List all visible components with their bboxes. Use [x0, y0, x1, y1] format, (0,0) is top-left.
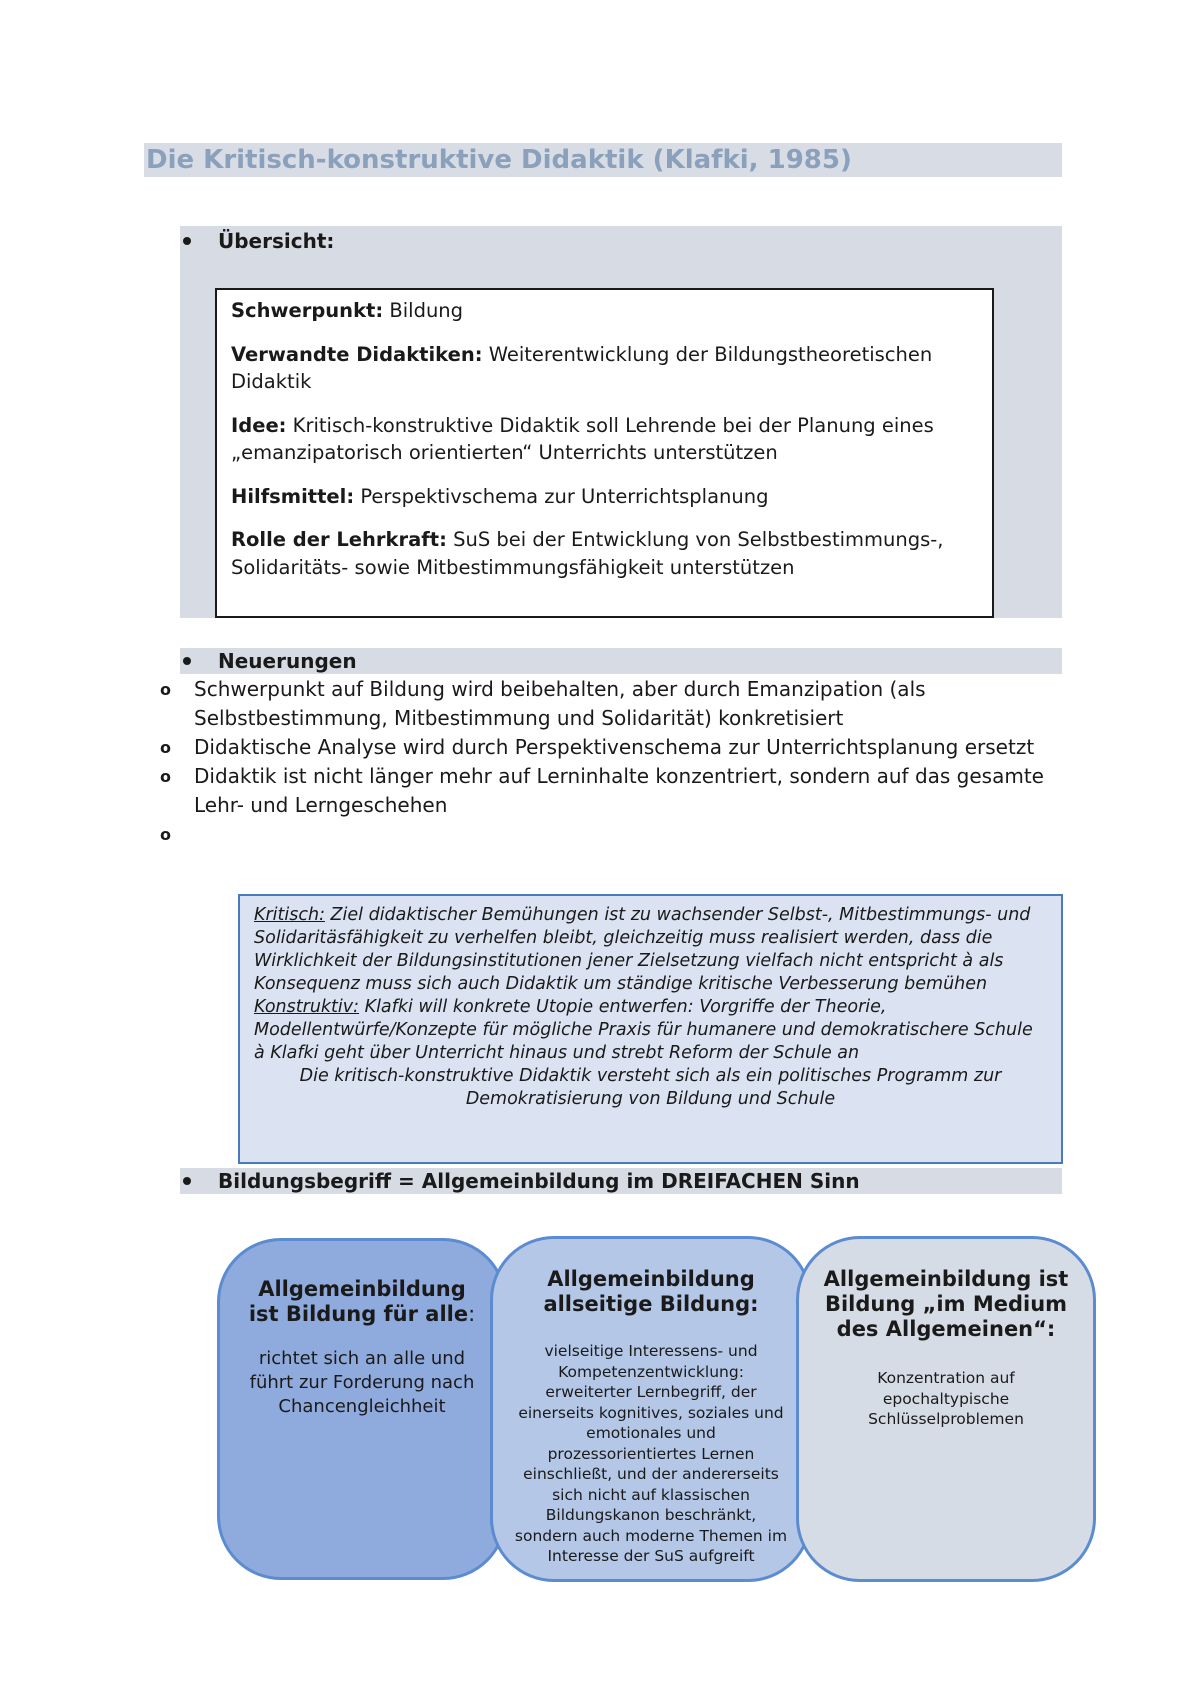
entry-text: Kritisch-konstruktive Didaktik soll Lehrende bei der Planung eines „emanzipatorisch orientierten“ Unterrichts unterstützen — [231, 413, 934, 464]
bildungsbegriff-heading-text: Bildungsbegriff = Allgemeinbildung im DREIFACHEN Sinn — [218, 1169, 860, 1193]
entry-label: Rolle der Lehrkraft: — [231, 528, 447, 551]
entry-text: Perspektivschema zur Unterrichtsplanung — [354, 484, 769, 508]
overview-entry — [231, 341, 978, 396]
kritisch-text: Ziel didaktischer Bemühungen ist zu wachsender Selbst-, Mitbestimmungs- und Solidaritäsfähigkeit zu verhelfen bleibt, gleichzeitig muss realisiert werden, dass die Wirklichkeit der Bildungsinstitutionen jener Zielsetzung vielfach nicht entspricht à als Konsequenz muss sich auch Didaktik um ständige kritische Verbesserung bemühen — [254, 905, 1031, 994]
card-title: Allgemeinbildung ist Bildung „im Medium des Allgemeinen“: — [823, 1267, 1069, 1341]
innovations-list — [160, 675, 1060, 849]
critical-constructive-box — [238, 894, 1063, 1164]
bullet-icon — [183, 1177, 191, 1185]
card-medium-des-allgemeinen — [796, 1236, 1096, 1582]
list-item — [160, 820, 1060, 849]
bullet-icon — [183, 237, 191, 245]
card-text: vielseitige Interessens- und Kompetenzentwicklung: erweiterter Lernbegriff, der einerseits kognitives, soziales und emotionales und prozessorientiertes Lernen einschließt, und der andererseits sich nicht auf klassischen Bildungskanon beschränkt, sondern auch moderne Themen im Interesse der SuS aufgreift — [514, 1342, 788, 1565]
page-title: Die Kritisch-konstruktive Didaktik (Klafki, 1985) — [146, 145, 852, 175]
entry-text: Bildung — [383, 299, 464, 322]
innovations-heading — [180, 648, 357, 674]
list-item: o Didaktische Analyse wird durch Perspektivenschema zur Unterrichtsplanung ersetzt — [160, 733, 1060, 762]
card-text: richtet sich an alle und führt zur Forderung nach Chancengleichheit — [249, 1348, 475, 1417]
card-title-text: Allgemeinbildung ist Bildung für alle — [248, 1277, 469, 1326]
entry-label: Idee: — [231, 413, 287, 437]
conclusion-text: Die kritisch-konstruktive Didaktik versteht sich als ein politisches Programm zur Demokratisierung von Bildung und Schule — [299, 1066, 1002, 1109]
bullet-icon — [183, 657, 191, 665]
card-bildung-fuer-alle — [217, 1238, 507, 1580]
list-item: o Schwerpunkt auf Bildung wird beibehalten, aber durch Emanzipation (als Selbstbestimmung, Mitbestimmung und Solidarität) konkretisiert — [160, 675, 1060, 733]
list-item: o Didaktik ist nicht länger mehr auf Lerninhalte konzentriert, sondern auf das gesamte Lehr- und Lerngeschehen — [160, 762, 1060, 820]
entry-label: Hilfsmittel: — [231, 484, 355, 508]
bildungsbegriff-heading — [180, 1168, 860, 1194]
kritisch-paragraph — [254, 904, 1047, 996]
konstruktiv-text: Klafki will konkrete Utopie entwerfen: Vorgriffe der Theorie, Modellentwürfe/Konzepte für mögliche Praxis für humanere und demokratischere Schule à Klafki geht über Unterricht hinaus und strebt Reform der Schule an — [254, 997, 1033, 1063]
card-title-suffix: : — [468, 1302, 476, 1326]
overview-entry — [231, 297, 978, 325]
entry-label: Verwandte Didaktiken: — [231, 342, 483, 366]
kritisch-label: Kritisch: — [254, 905, 325, 925]
card-text: Konzentration auf epochaltypische Schlüsselproblemen — [868, 1369, 1024, 1428]
innovations-heading-text: Neuerungen — [218, 649, 357, 673]
card-title — [240, 1277, 484, 1327]
card-allseitige-bildung — [490, 1236, 812, 1582]
overview-heading — [180, 226, 334, 256]
card-title: Allgemeinbildung allseitige Bildung: — [543, 1267, 759, 1316]
overview-heading-text: Übersicht: — [218, 229, 335, 253]
overview-entry — [231, 526, 978, 581]
overview-entry — [231, 412, 978, 467]
konstruktiv-label: Konstruktiv: — [254, 997, 360, 1017]
entry-text: Weiterentwicklung der Bildungstheoretischen Didaktik — [231, 342, 933, 393]
overview-summary-box — [215, 288, 994, 618]
konstruktiv-paragraph — [254, 996, 1047, 1065]
overview-entry — [231, 483, 978, 511]
entry-label: Schwerpunkt: — [231, 299, 384, 322]
entry-text: SuS bei der Entwicklung von Selbstbestimmungs-, Solidaritäts- sowie Mitbestimmungsfähigkeit unterstützen — [231, 528, 944, 579]
